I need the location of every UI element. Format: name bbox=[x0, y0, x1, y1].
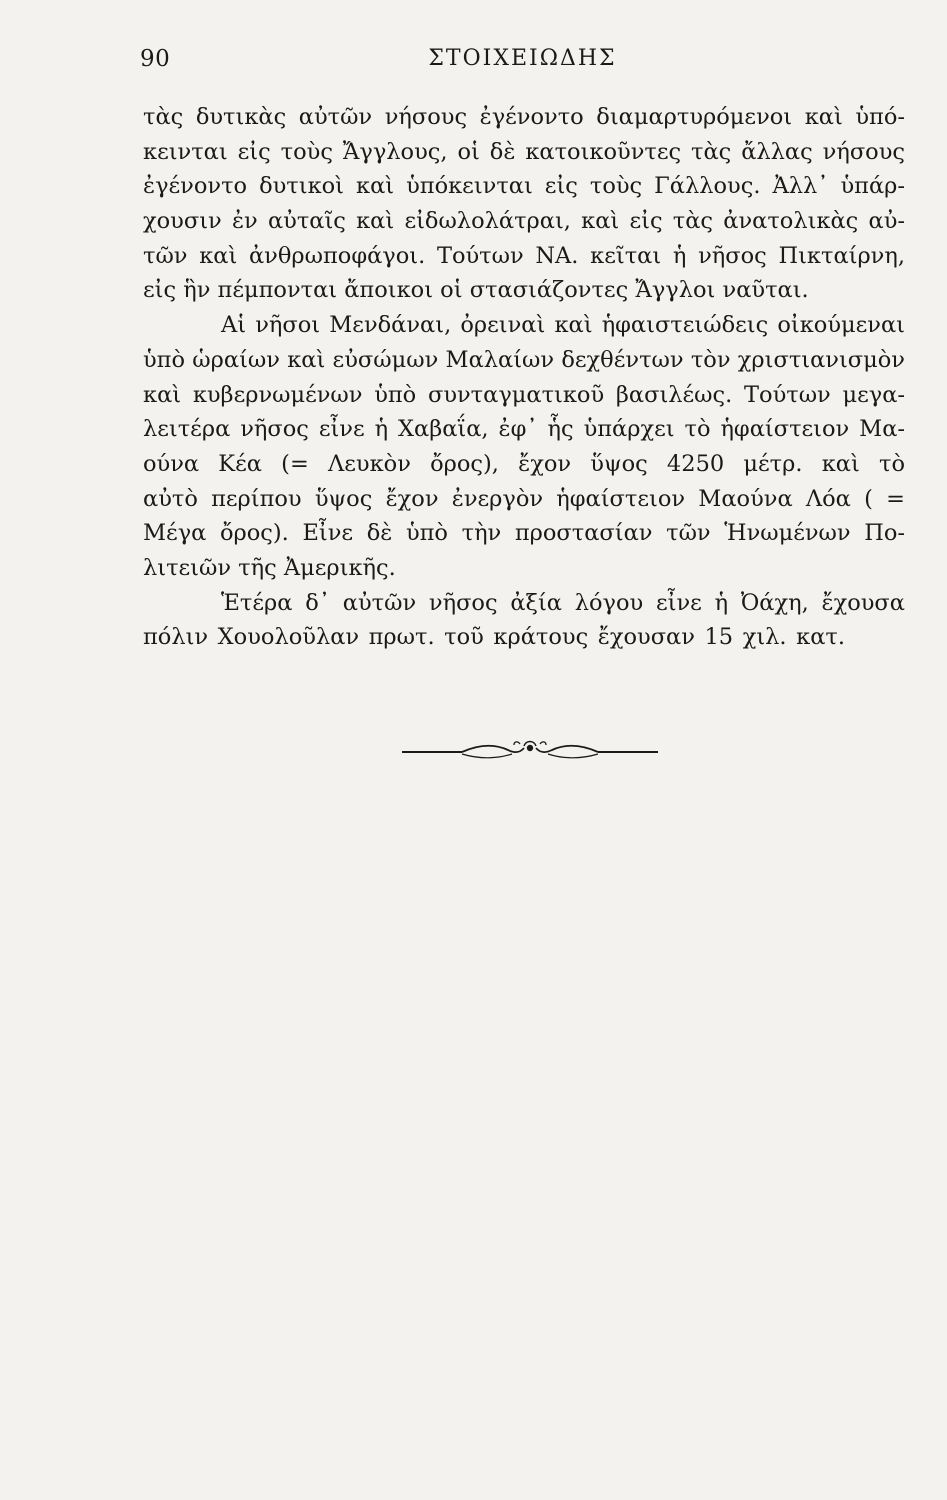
text-line: ούνα Κέα (= Λευκὸν ὄρος), ἔχον ὕψος 4250 μέτρ. καὶ τὸ bbox=[143, 450, 905, 477]
text-line: Αἱ νῆσοι Μενδάναι, ὀρειναὶ καὶ ἡφαιστειώδεις οἰκούμεναι bbox=[221, 312, 905, 339]
paragraph-3 bbox=[143, 586, 905, 655]
text-line: Μέγα ὄρος). Εἶνε δὲ ὑπὸ τὴν προστασίαν τῶν Ἡνωμένων Πο- bbox=[143, 520, 905, 547]
running-title: ΣΤΟΙΧΕΙΩΔΗΣ bbox=[428, 46, 617, 71]
text-line: ὑπὸ ὡραίων καὶ εὐσώμων Μαλαίων δεχθέντων τὸν χριστιανισμὸν bbox=[143, 346, 905, 373]
text-line: χουσιν ἐν αὐταῖς καὶ εἰδωλολάτραι, καὶ εἰς τὰς ἀνατολικὰς αὐ- bbox=[143, 208, 905, 235]
text-line: τῶν καὶ ἀνθρωποφάγοι. Τούτων ΝΑ. κεῖται ἡ νῆσος Πικταίρνη, bbox=[143, 242, 905, 269]
text-line: αὐτὸ περίπου ὕψος ἔχον ἐνεργὸν ἡφαίστειον Μαούνα Λόα ( = bbox=[143, 485, 905, 512]
paragraph-2 bbox=[143, 308, 905, 586]
decorative-rule-ornament-icon bbox=[400, 736, 660, 766]
paragraph-1 bbox=[143, 100, 905, 308]
text-line: πόλιν Χουολοῦλαν πρωτ. τοῦ κράτους ἔχουσαν 15 χιλ. κατ. bbox=[143, 624, 845, 651]
text-line: εἰς ἣν πέμπονται ἄποικοι οἱ στασιάζοντες Ἄγγλοι ναῦται. bbox=[143, 277, 809, 304]
text-line: καὶ κυβερνωμένων ὑπὸ συνταγματικοῦ βασιλέως. Τούτων μεγα- bbox=[143, 381, 905, 408]
text-line: λειτέρα νῆσος εἶνε ἡ Χαβαΐα, ἐφ᾽ ἧς ὑπάρχει τὸ ἡφαίστειον Μα- bbox=[143, 416, 905, 443]
page-number: 90 bbox=[140, 46, 171, 72]
text-line: ἐγένοντο δυτικοὶ καὶ ὑπόκεινται εἰς τοὺς Γάλλους. Ἀλλ᾽ ὑπάρ- bbox=[143, 173, 905, 200]
body-text bbox=[143, 100, 905, 655]
text-line: λιτειῶν τῆς Ἀμερικῆς. bbox=[143, 554, 396, 581]
text-line: κεινται εἰς τοὺς Ἄγγλους, οἱ δὲ κατοικοῦντες τὰς ἄλλας νήσους bbox=[143, 138, 905, 165]
text-line: Ἑτέρα δ᾽ αὐτῶν νῆσος ἀξία λόγου εἶνε ἡ Ὀάχη, ἔχουσα bbox=[221, 589, 905, 616]
page-header bbox=[140, 46, 905, 80]
text-line: τὰς δυτικὰς αὐτῶν νήσους ἐγένοντο διαμαρτυρόμενοι καὶ ὑπό- bbox=[143, 104, 905, 130]
